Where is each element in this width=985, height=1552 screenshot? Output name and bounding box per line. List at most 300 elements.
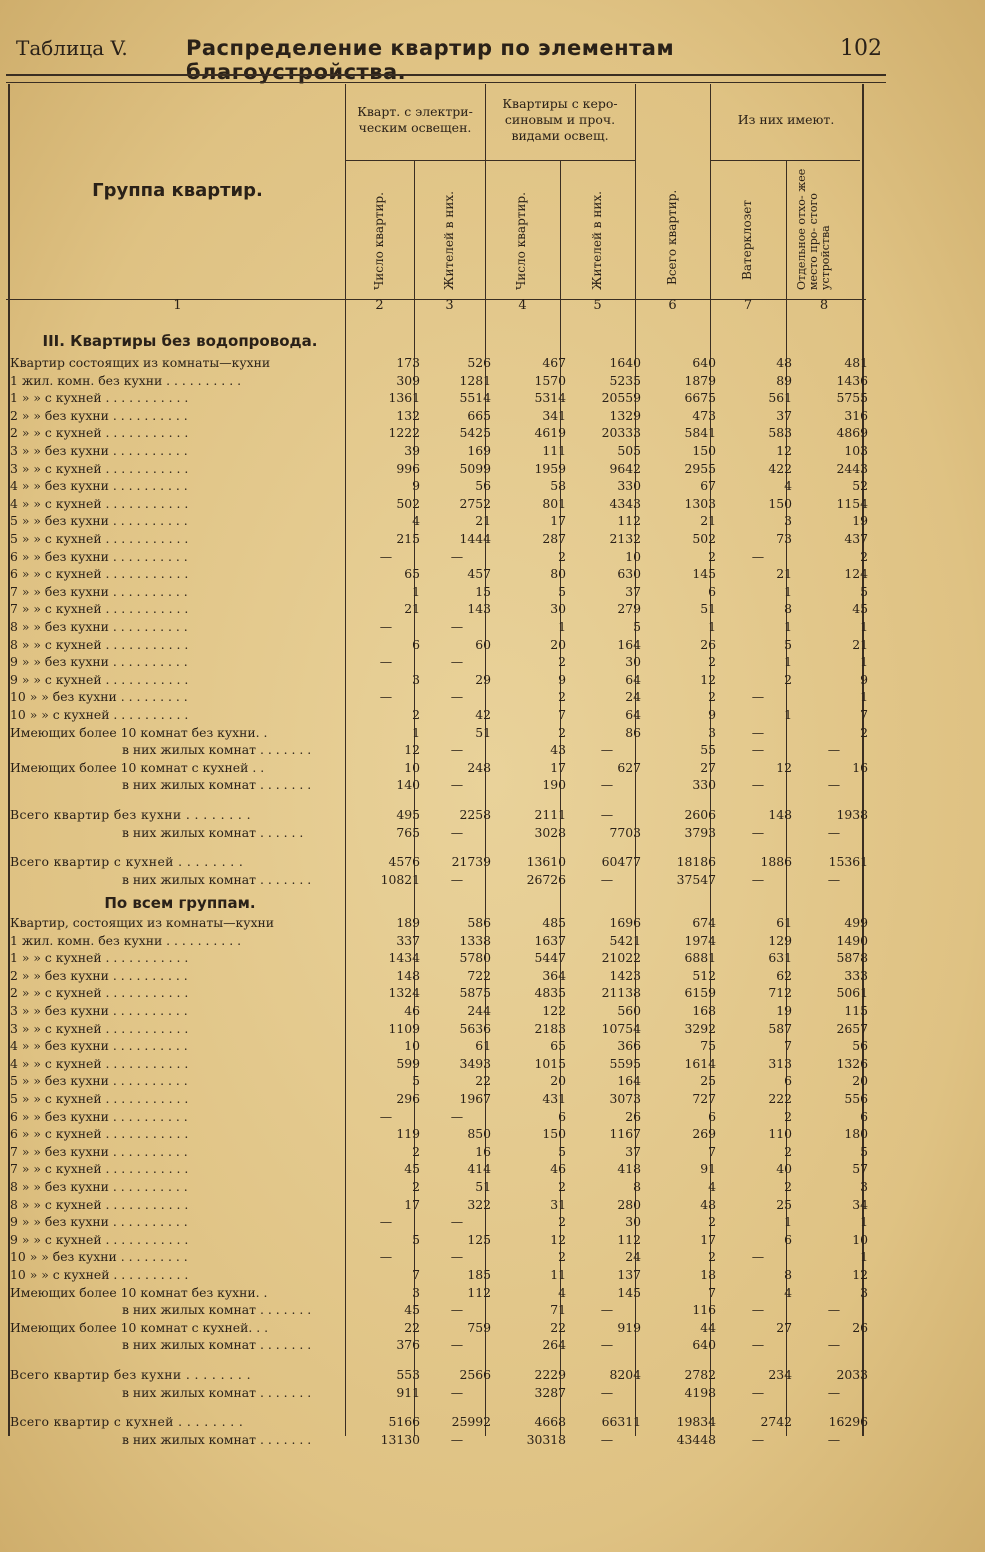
cell-col-2: 132: [396, 407, 420, 423]
cell-col-4: 58: [550, 478, 566, 494]
section-2-title: По всем группам.: [104, 894, 256, 912]
cell-col-4: 9: [558, 671, 566, 687]
cell-col-3: 42: [475, 707, 491, 722]
row-label: в них жилых комнат . . . . . . .: [122, 1431, 312, 1447]
c4-header: Число квартир.: [514, 192, 528, 290]
electric-header: Кварт. с электри- ческим освещен.: [357, 104, 473, 135]
cell-col-4: 12: [550, 1231, 566, 1247]
cell-col-2: 3: [412, 1284, 420, 1300]
cell-col-3: 722: [467, 967, 491, 983]
table-row: [10, 548, 870, 566]
row-label: 2 » » с кухней . . . . . . . . . . .: [10, 425, 189, 441]
cell-col-6: 3793: [684, 824, 716, 840]
cell-col-5: 919: [617, 1319, 641, 1335]
cell-col-4: 801: [542, 495, 566, 511]
row-label: Имеющих более 10 комнат без кухни. .: [10, 724, 268, 740]
cell-col-7: —: [751, 871, 765, 887]
cell-col-7: 712: [768, 985, 792, 1001]
table-row: [10, 354, 870, 372]
table-row: [10, 1020, 870, 1038]
cell-col-6: 25: [700, 1073, 716, 1089]
kerosene-header: Квартиры с керо- синовым и проч. видами освещ.: [502, 96, 618, 143]
cell-col-3: 3493: [459, 1055, 491, 1071]
cell-col-5: 627: [617, 759, 641, 775]
cell-col-4: 341: [542, 407, 566, 423]
table-row: [10, 671, 870, 689]
cell-col-2: 215: [396, 531, 420, 546]
cell-col-6: 674: [692, 915, 716, 930]
cell-col-8: 1: [860, 689, 868, 705]
cell-col-3: —: [450, 619, 464, 634]
cell-col-8: 21: [852, 636, 868, 652]
cell-col-5: 112: [617, 513, 641, 529]
row-label: 1 » » с кухней . . . . . . . . . . .: [10, 950, 189, 966]
cell-col-6: 1614: [684, 1055, 716, 1071]
table-row: [10, 967, 870, 985]
cell-col-3: —: [450, 1431, 464, 1447]
cell-col-3: 21: [475, 513, 491, 529]
cell-col-6: 640: [692, 1337, 716, 1353]
cell-col-4: 43: [550, 742, 566, 758]
cell-col-8: 1938: [836, 807, 868, 822]
table-row: [10, 372, 870, 390]
cell-col-5: 26: [625, 1108, 641, 1124]
table-row: [10, 583, 870, 601]
table-row: [10, 477, 870, 495]
cell-col-4: 65: [550, 1038, 566, 1054]
cell-col-5: 1329: [609, 407, 641, 423]
cell-col-4: 20: [550, 636, 566, 652]
cell-col-5: 1423: [609, 967, 641, 983]
cell-col-5: 9642: [609, 460, 641, 476]
table-row: [10, 759, 870, 777]
cell-col-6: 473: [692, 407, 716, 423]
cell-col-8: 316: [844, 407, 868, 423]
cell-col-2: 2: [412, 1179, 420, 1194]
cell-col-6: 17: [700, 1231, 716, 1247]
row-label: 3 » » без кухни . . . . . . . . . .: [10, 443, 188, 458]
cell-col-8: 10: [852, 1231, 868, 1247]
table-row: [10, 724, 870, 742]
table-row: [10, 806, 870, 824]
cell-col-4: 5: [558, 1143, 566, 1159]
cell-col-2: —: [379, 1214, 393, 1230]
cell-col-5: 30: [625, 654, 641, 670]
cell-col-6: 27: [700, 759, 716, 775]
cell-col-6: 2: [708, 689, 716, 705]
cell-col-2: 39: [404, 443, 420, 458]
cell-col-3: 1281: [459, 372, 491, 388]
cell-col-2: 996: [396, 460, 420, 476]
cell-col-3: 5636: [459, 1020, 491, 1036]
cell-col-4: 17: [550, 513, 566, 529]
cell-col-8: 5061: [836, 985, 868, 1001]
cell-col-3: 5514: [459, 390, 491, 406]
cell-col-7: 313: [768, 1055, 792, 1071]
cell-col-4: 2: [558, 1214, 566, 1230]
cell-col-8: 56: [852, 1038, 868, 1054]
cell-col-7: 12: [776, 443, 792, 458]
cell-col-3: —: [450, 1384, 464, 1400]
cell-col-2: 1: [412, 583, 420, 599]
cell-col-7: 6: [784, 1073, 792, 1089]
cell-col-5: 66311: [601, 1414, 641, 1430]
cell-col-4: 30: [550, 601, 566, 617]
cell-col-4: 5314: [534, 390, 566, 406]
cell-col-5: 5235: [609, 372, 641, 388]
cell-col-6: 67: [700, 478, 716, 494]
cell-col-7: 61: [776, 915, 792, 930]
table-row: [10, 1108, 870, 1126]
cell-col-2: 45: [404, 1302, 420, 1318]
table-row: [10, 460, 870, 478]
cell-col-3: 244: [467, 1003, 491, 1018]
cell-col-8: 2033: [836, 1367, 868, 1382]
cell-col-5: 37: [625, 1143, 641, 1159]
table-row: [10, 776, 870, 794]
table-row: [10, 1319, 870, 1337]
group-column-header: Группа квартир.: [92, 180, 263, 201]
cell-col-2: 119: [396, 1126, 420, 1142]
cell-col-5: 330: [617, 478, 641, 494]
cell-col-5: 279: [617, 601, 641, 617]
cell-col-8: —: [827, 777, 841, 793]
cell-col-7: 89: [776, 372, 792, 388]
cell-col-7: 150: [768, 495, 792, 511]
table-row: [10, 1143, 870, 1161]
cell-col-3: —: [450, 777, 464, 793]
table-row: [10, 1284, 870, 1302]
table-row: [10, 618, 870, 636]
table-row: [10, 1196, 870, 1214]
table-row: [10, 565, 870, 583]
cell-col-5: 24: [625, 689, 641, 705]
cell-col-7: —: [751, 1249, 765, 1265]
colnum-2: 2: [375, 298, 384, 313]
cell-col-6: 1879: [684, 372, 716, 388]
cell-col-8: —: [827, 1337, 841, 1353]
row-label: Квартир состоящих из комнаты—кухни: [10, 355, 271, 370]
cell-col-5: 2132: [609, 531, 641, 546]
cell-col-8: 5: [860, 1143, 868, 1159]
cell-col-8: 52: [852, 478, 868, 494]
cell-col-8: 1: [860, 619, 868, 634]
cell-col-5: 366: [617, 1038, 641, 1054]
cell-col-3: —: [450, 1214, 464, 1230]
cell-col-8: 499: [844, 915, 868, 930]
cell-col-2: 2: [412, 1143, 420, 1159]
cell-col-4: 485: [542, 915, 566, 930]
cell-col-2: 189: [396, 915, 420, 930]
cell-col-7: 3: [784, 513, 792, 529]
electric-subrule: [345, 160, 485, 161]
cell-col-6: 12: [700, 671, 716, 687]
cell-col-3: 29: [475, 671, 491, 687]
cell-col-4: 122: [542, 1003, 566, 1018]
cell-col-2: 45: [404, 1161, 420, 1177]
cell-col-4: 264: [542, 1337, 566, 1353]
cell-col-5: 21022: [601, 950, 641, 966]
cell-col-8: 34: [852, 1196, 868, 1212]
cell-col-2: 17: [404, 1196, 420, 1212]
cell-col-6: 21: [700, 513, 716, 529]
row-label: 9 » » с кухней . . . . . . . . . . .: [10, 1231, 189, 1247]
top-rule-thin: [6, 82, 886, 83]
cell-col-7: 19: [776, 1003, 792, 1018]
cell-col-5: —: [600, 742, 614, 758]
cell-col-7: —: [751, 777, 765, 793]
cell-col-2: 337: [396, 932, 420, 948]
cell-col-7: 2742: [760, 1414, 792, 1430]
cell-col-8: 1490: [836, 932, 868, 948]
row-label: 6 » » с кухней . . . . . . . . . . .: [10, 1126, 189, 1142]
table-row: [10, 512, 870, 530]
cell-col-3: 414: [467, 1161, 491, 1177]
cell-col-5: 630: [617, 566, 641, 582]
cell-col-7: 1: [784, 654, 792, 670]
row-label: 5 » » с кухней . . . . . . . . . . .: [10, 531, 189, 546]
cell-col-7: —: [751, 824, 765, 840]
cell-col-8: 16296: [828, 1414, 868, 1430]
cell-col-5: 64: [625, 671, 641, 687]
cell-col-7: 1: [784, 1214, 792, 1230]
row-label: 7 » » без кухни . . . . . . . . . .: [10, 1143, 188, 1159]
cell-col-6: 7: [708, 1143, 716, 1159]
cell-col-5: 560: [617, 1003, 641, 1018]
row-label: 4 » » с кухней . . . . . . . . . . .: [10, 495, 189, 511]
cell-col-7: 48: [776, 355, 792, 370]
cell-col-8: 20: [852, 1073, 868, 1089]
cell-col-4: 1570: [534, 372, 566, 388]
cell-col-7: 2: [784, 1179, 792, 1194]
row-label: в них жилых комнат . . . . . . .: [122, 871, 312, 887]
cell-col-2: 46: [404, 1003, 420, 1018]
cell-col-6: 3292: [684, 1020, 716, 1036]
cell-col-5: 86: [625, 724, 641, 740]
cell-col-7: 62: [776, 967, 792, 983]
colnum-5: 5: [593, 298, 602, 313]
cell-col-3: 16: [475, 1143, 491, 1159]
cell-col-8: —: [827, 742, 841, 758]
cell-col-2: 309: [396, 372, 420, 388]
cell-col-3: 21739: [451, 854, 491, 870]
cell-col-3: 51: [475, 1179, 491, 1194]
row-label: 5 » » без кухни . . . . . . . . . .: [10, 513, 188, 529]
c3-header: Жителей в них.: [442, 191, 456, 290]
cell-col-4: 3028: [534, 824, 566, 840]
colnum-8: 8: [819, 298, 829, 313]
cell-col-8: 437: [844, 531, 868, 546]
cell-col-2: 1324: [388, 985, 420, 1001]
cell-col-2: —: [379, 1108, 393, 1124]
c6-header: Всего квартир.: [665, 189, 679, 285]
cell-col-6: 19834: [676, 1414, 716, 1430]
cell-col-3: 248: [467, 759, 491, 775]
row-label: 3 » » без кухни . . . . . . . . . .: [10, 1003, 188, 1018]
c5-header: Жителей в них.: [590, 191, 604, 290]
cell-col-7: 2: [784, 1143, 792, 1159]
of-them-subrule: [710, 160, 860, 161]
cell-col-2: 10: [404, 759, 420, 775]
cell-col-7: 1: [784, 707, 792, 722]
cell-col-6: 9: [708, 707, 716, 722]
row-label: 9 » » без кухни . . . . . . . . . .: [10, 654, 188, 670]
row-label: Всего квартир с кухней . . . . . . . .: [10, 854, 244, 870]
cell-col-7: —: [751, 1337, 765, 1353]
row-label: 1 жил. комн. без кухни . . . . . . . . . .: [10, 372, 242, 388]
cell-col-2: 13130: [380, 1431, 420, 1447]
cell-col-5: —: [600, 1384, 614, 1400]
row-label: 8 » » без кухни . . . . . . . . . .: [10, 619, 188, 634]
cell-col-4: 2: [558, 689, 566, 705]
cell-col-5: 418: [617, 1161, 641, 1177]
cell-col-5: —: [600, 871, 614, 887]
section-1-title: III. Квартиры без водопровода.: [42, 332, 318, 350]
cell-col-6: 55: [700, 742, 716, 758]
cell-col-3: —: [450, 742, 464, 758]
cell-col-7: 222: [768, 1091, 792, 1106]
cell-col-4: 30318: [526, 1431, 566, 1447]
cell-col-5: 5421: [609, 932, 641, 948]
cell-col-3: —: [450, 689, 464, 705]
table-title: Распределение квартир по элементам благоустройства.: [186, 36, 675, 84]
table-row: [10, 1037, 870, 1055]
cell-col-2: 765: [396, 824, 420, 840]
row-label: 10 » » с кухней . . . . . . . . . .: [10, 707, 189, 722]
cell-col-5: 3073: [609, 1091, 641, 1106]
cell-col-7: 12: [776, 759, 792, 775]
cell-col-7: 6: [784, 1231, 792, 1247]
cell-col-8: 2: [860, 724, 868, 740]
cell-col-7: —: [751, 724, 765, 740]
cell-col-8: 9: [860, 671, 868, 687]
row-label: 10 » » без кухни . . . . . . . . .: [10, 689, 188, 705]
table-row: [10, 853, 870, 871]
cell-col-6: 727: [692, 1091, 716, 1106]
table-row: [10, 1072, 870, 1090]
cell-col-7: 148: [768, 807, 792, 822]
cell-col-7: —: [751, 548, 765, 564]
cell-col-5: 20333: [601, 425, 641, 441]
cell-col-8: 556: [844, 1091, 868, 1106]
cell-col-5: 4343: [609, 495, 641, 511]
cell-col-2: 1434: [388, 950, 420, 966]
cell-col-2: —: [379, 1249, 393, 1265]
row-label: в них жилых комнат . . . . . . .: [122, 777, 312, 793]
row-label: в них жилых комнат . . . . . .: [122, 824, 304, 840]
cell-col-2: —: [379, 654, 393, 670]
cell-col-8: 1326: [836, 1055, 868, 1071]
cell-col-5: —: [600, 1431, 614, 1447]
row-label: 5 » » с кухней . . . . . . . . . . .: [10, 1091, 189, 1106]
cell-col-6: 7: [708, 1284, 716, 1300]
cell-col-5: 60477: [601, 854, 641, 870]
row-label: Всего квартир с кухней . . . . . . . .: [10, 1414, 244, 1430]
row-label: 8 » » с кухней . . . . . . . . . . .: [10, 636, 189, 652]
table-row: [10, 688, 870, 706]
table-row: [10, 442, 870, 460]
cell-col-6: 512: [692, 967, 716, 983]
cell-col-2: 1109: [388, 1020, 420, 1036]
cell-col-5: 10754: [601, 1020, 641, 1036]
cell-col-2: 296: [396, 1091, 420, 1106]
cell-col-4: 46: [550, 1161, 566, 1177]
cell-col-4: 17: [550, 759, 566, 775]
cell-col-6: 502: [692, 531, 716, 546]
cell-col-4: 2: [558, 724, 566, 740]
cell-col-4: 467: [542, 355, 566, 370]
cell-col-2: 4: [412, 513, 420, 529]
cell-col-5: 280: [617, 1196, 641, 1212]
table-row: [10, 389, 870, 407]
row-label: 1 » » с кухней . . . . . . . . . . .: [10, 390, 189, 406]
cell-col-2: 502: [396, 495, 420, 511]
cell-col-6: 6675: [684, 390, 716, 406]
cell-col-2: 12: [404, 742, 420, 758]
cell-col-6: 4: [708, 1179, 716, 1194]
cell-col-7: 27: [776, 1319, 792, 1335]
table-row: [10, 1160, 870, 1178]
cell-col-8: 3: [860, 1179, 868, 1194]
cell-col-4: 1015: [534, 1055, 566, 1071]
cell-col-2: 3: [412, 671, 420, 687]
cell-col-7: —: [751, 1384, 765, 1400]
cell-col-5: —: [600, 807, 614, 822]
cell-col-6: 6159: [684, 985, 716, 1001]
cell-col-2: 4576: [388, 854, 420, 870]
table-row: [10, 495, 870, 513]
cell-col-2: 1: [412, 724, 420, 740]
cell-col-7: 1: [784, 619, 792, 634]
cell-col-5: —: [600, 1302, 614, 1318]
cell-col-5: 1167: [609, 1126, 641, 1142]
cell-col-6: 26: [700, 636, 716, 652]
cell-col-8: 333: [844, 967, 868, 983]
cell-col-4: 13610: [526, 854, 566, 870]
cell-col-7: 631: [768, 950, 792, 966]
cell-col-2: —: [379, 619, 393, 634]
table-row: [10, 914, 870, 932]
row-label: 10 » » с кухней . . . . . . . . . .: [10, 1267, 189, 1282]
cell-col-8: 16: [852, 759, 868, 775]
page-number: 102: [840, 36, 882, 61]
cell-col-6: 48: [700, 1196, 716, 1212]
cell-col-8: 124: [844, 566, 868, 582]
of-them-header: Из них имеют.: [737, 112, 835, 127]
cell-col-2: 2: [412, 707, 420, 722]
table-row: [10, 653, 870, 671]
cell-col-4: 4619: [534, 425, 566, 441]
row-label: Имеющих более 10 комнат с кухней. . .: [10, 1319, 269, 1335]
cell-col-4: 2: [558, 654, 566, 670]
cell-col-3: 526: [467, 355, 491, 370]
cell-col-3: 185: [467, 1267, 491, 1282]
cell-col-8: 57: [852, 1161, 868, 1177]
cell-col-2: 9: [412, 478, 420, 494]
cell-col-7: 37: [776, 407, 792, 423]
cell-col-3: 322: [467, 1196, 491, 1212]
row-label: 6 » » без кухни . . . . . . . . . .: [10, 1108, 188, 1124]
cell-col-2: 911: [396, 1384, 420, 1400]
cell-col-4: 3287: [534, 1384, 566, 1400]
cell-col-3: 5099: [459, 460, 491, 476]
cell-col-7: 25: [776, 1196, 792, 1212]
cell-col-6: 168: [692, 1003, 716, 1018]
table-row: [10, 424, 870, 442]
cell-col-5: 64: [625, 707, 641, 722]
cell-col-4: 4: [558, 1284, 566, 1300]
cell-col-6: 2: [708, 548, 716, 564]
